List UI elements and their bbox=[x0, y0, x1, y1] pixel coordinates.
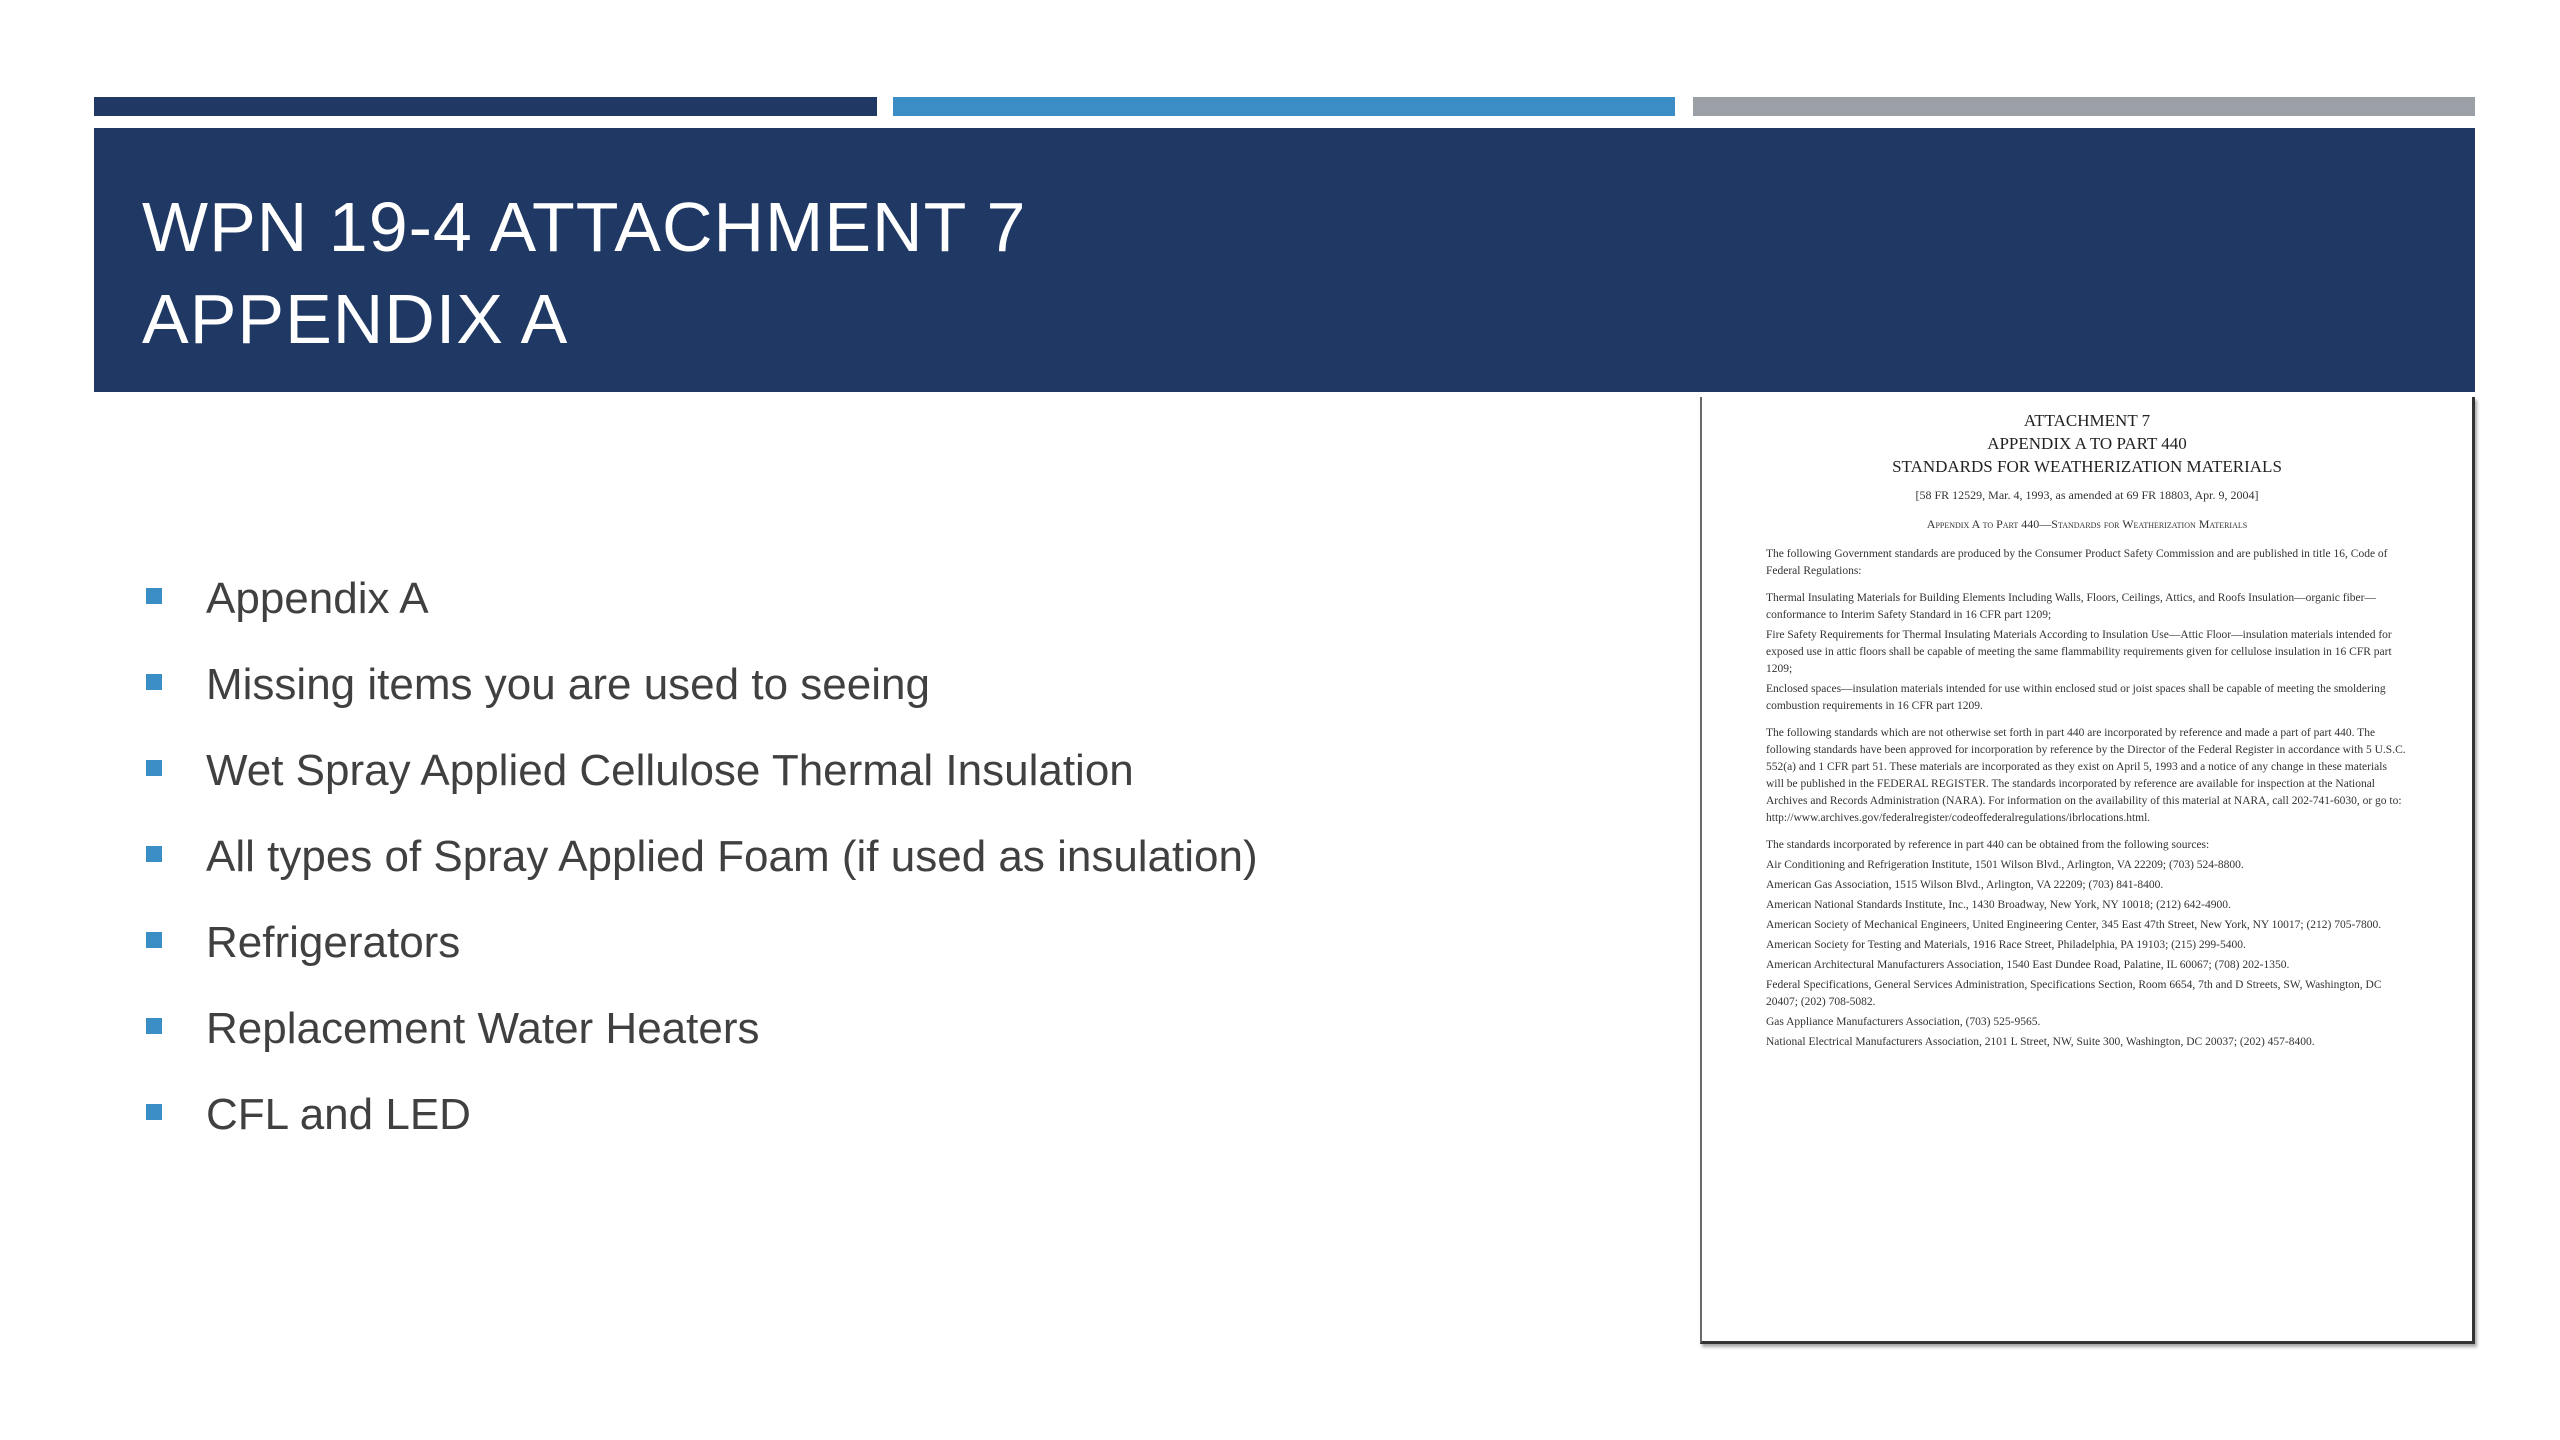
bullet-item bbox=[140, 1072, 1258, 1158]
document-source: Air Conditioning and Refrigeration Institute, 1501 Wilson Blvd., Arlington, VA 22209; (703) 524-8800. bbox=[1766, 859, 2244, 871]
accent-bar-blue bbox=[893, 97, 1675, 116]
document-paragraph: The following standards which are not otherwise set forth in part 440 are incorporated by reference and made a part of part 440. The following standards have been approved for incorporation by reference by the Director of the Federal Register in accordance with 5 U.S.C. 552(a) and 1 CFR part 51. These materials are incorporated as they exist on April 5, 1993 and a notice of any change in these materials will be published in the FEDERAL REGISTER. The standards incorporated by reference are available for inspection at the National Archives and Records Administration (NARA). For information on the availability of this material at NARA, call 202-741-6030, or go to: http://www.archives.gov/federalregister/codeoffederalregulations/ibrlocations.html. bbox=[1766, 727, 2406, 824]
accent-bar-gray bbox=[1693, 97, 2475, 116]
document-source: American Architectural Manufacturers Association, 1540 East Dundee Road, Palatine, IL 60067; (708) 202-1350. bbox=[1766, 959, 2290, 971]
bullet-square-icon bbox=[146, 1104, 162, 1120]
bullet-text: All types of Spray Applied Foam (if used as insulation) bbox=[206, 832, 1258, 881]
document-source: American National Standards Institute, Inc., 1430 Broadway, New York, NY 10018; (212) 642-4900. bbox=[1766, 899, 2231, 911]
bullet-square-icon bbox=[146, 674, 162, 690]
bullet-square-icon bbox=[146, 846, 162, 862]
bullet-square-icon bbox=[146, 588, 162, 604]
bullet-text: Appendix A bbox=[206, 574, 429, 623]
title-band bbox=[94, 128, 2475, 392]
accent-bar-navy bbox=[94, 97, 877, 116]
bullet-text: Replacement Water Heaters bbox=[206, 1004, 760, 1053]
slide-title-line1: WPN 19-4 ATTACHMENT 7 bbox=[142, 188, 1027, 266]
document-paragraph: The following Government standards are produced by the Consumer Product Safety Commission and are published in title 16, Code of Federal Regulations: bbox=[1766, 548, 2388, 577]
document-heading-2: APPENDIX A TO PART 440 bbox=[1987, 434, 2187, 453]
bullet-item bbox=[140, 814, 1258, 900]
bullet-item bbox=[140, 556, 1258, 642]
bullet-text: Refrigerators bbox=[206, 918, 461, 967]
document-paragraph: Enclosed spaces—insulation materials intended for use within enclosed stud or joist spaces shall be capable of meeting the smoldering combustion requirements in 16 CFR part 1209. bbox=[1766, 683, 2386, 712]
bullet-item bbox=[140, 642, 1258, 728]
slide-title-line2: APPENDIX A bbox=[142, 280, 569, 358]
document-source: American Society for Testing and Materials, 1916 Race Street, Philadelphia, PA 19103; (215) 299-5400. bbox=[1766, 939, 2246, 951]
bullet-text: CFL and LED bbox=[206, 1090, 471, 1139]
bullet-item bbox=[140, 900, 1258, 986]
document-source: American Society of Mechanical Engineers, United Engineering Center, 345 East 47th Street, New York, NY 10017; (212) 705-7800. bbox=[1766, 919, 2382, 931]
document-heading-3: STANDARDS FOR WEATHERIZATION MATERIALS bbox=[1892, 457, 2282, 476]
bullet-text: Wet Spray Applied Cellulose Thermal Insulation bbox=[206, 746, 1134, 795]
document-body bbox=[1702, 546, 2472, 1051]
document-citation: [58 FR 12529, Mar. 4, 1993, as amended at 69 FR 18803, Apr. 9, 2004] bbox=[1915, 488, 2259, 502]
bullet-item bbox=[140, 986, 1258, 1072]
document-image bbox=[1700, 397, 2475, 1344]
document-heading-1: ATTACHMENT 7 bbox=[2023, 411, 2151, 430]
bullet-item bbox=[140, 728, 1258, 814]
bullet-list bbox=[140, 556, 1258, 1158]
bullet-text: Missing items you are used to seeing bbox=[206, 660, 930, 709]
document-source: National Electrical Manufacturers Association, 2101 L Street, NW, Suite 300, Washington, DC 20037; (202) 457-8400. bbox=[1766, 1036, 2315, 1048]
document-heading bbox=[1702, 409, 2472, 478]
document-source: Gas Appliance Manufacturers Association, (703) 525-9565. bbox=[1766, 1016, 2041, 1028]
bullet-square-icon bbox=[146, 932, 162, 948]
document-source: American Gas Association, 1515 Wilson Blvd., Arlington, VA 22209; (703) 841-8400. bbox=[1766, 879, 2164, 891]
document-paragraph: Thermal Insulating Materials for Building Elements Including Walls, Floors, Ceilings, Attics, and Roofs Insulation—organic fiber— conformance to Interim Safety Standard in 16 CFR part 1209; bbox=[1766, 592, 2376, 621]
document-caption: Appendix A to Part 440—Standards for Weatherization Materials bbox=[1926, 517, 2248, 531]
document-source: Federal Specifications, General Services Administration, Specifications Section, Room 6654, 7th and D Streets, SW, Washington, DC 20407; (202) 708-5082. bbox=[1766, 979, 2382, 1008]
bullet-square-icon bbox=[146, 1018, 162, 1034]
document-paragraph: The standards incorporated by reference in part 440 can be obtained from the following sources: bbox=[1766, 839, 2210, 851]
bullet-square-icon bbox=[146, 760, 162, 776]
document-paragraph: Fire Safety Requirements for Thermal Insulating Materials According to Insulation Use—Attic Floor—insulation materials intended for exposed use in attic floors shall be capable of meeting the same flammability requirements given for cellulose insulation in 16 CFR part 1209; bbox=[1766, 629, 2392, 675]
slide-title bbox=[142, 181, 1026, 365]
